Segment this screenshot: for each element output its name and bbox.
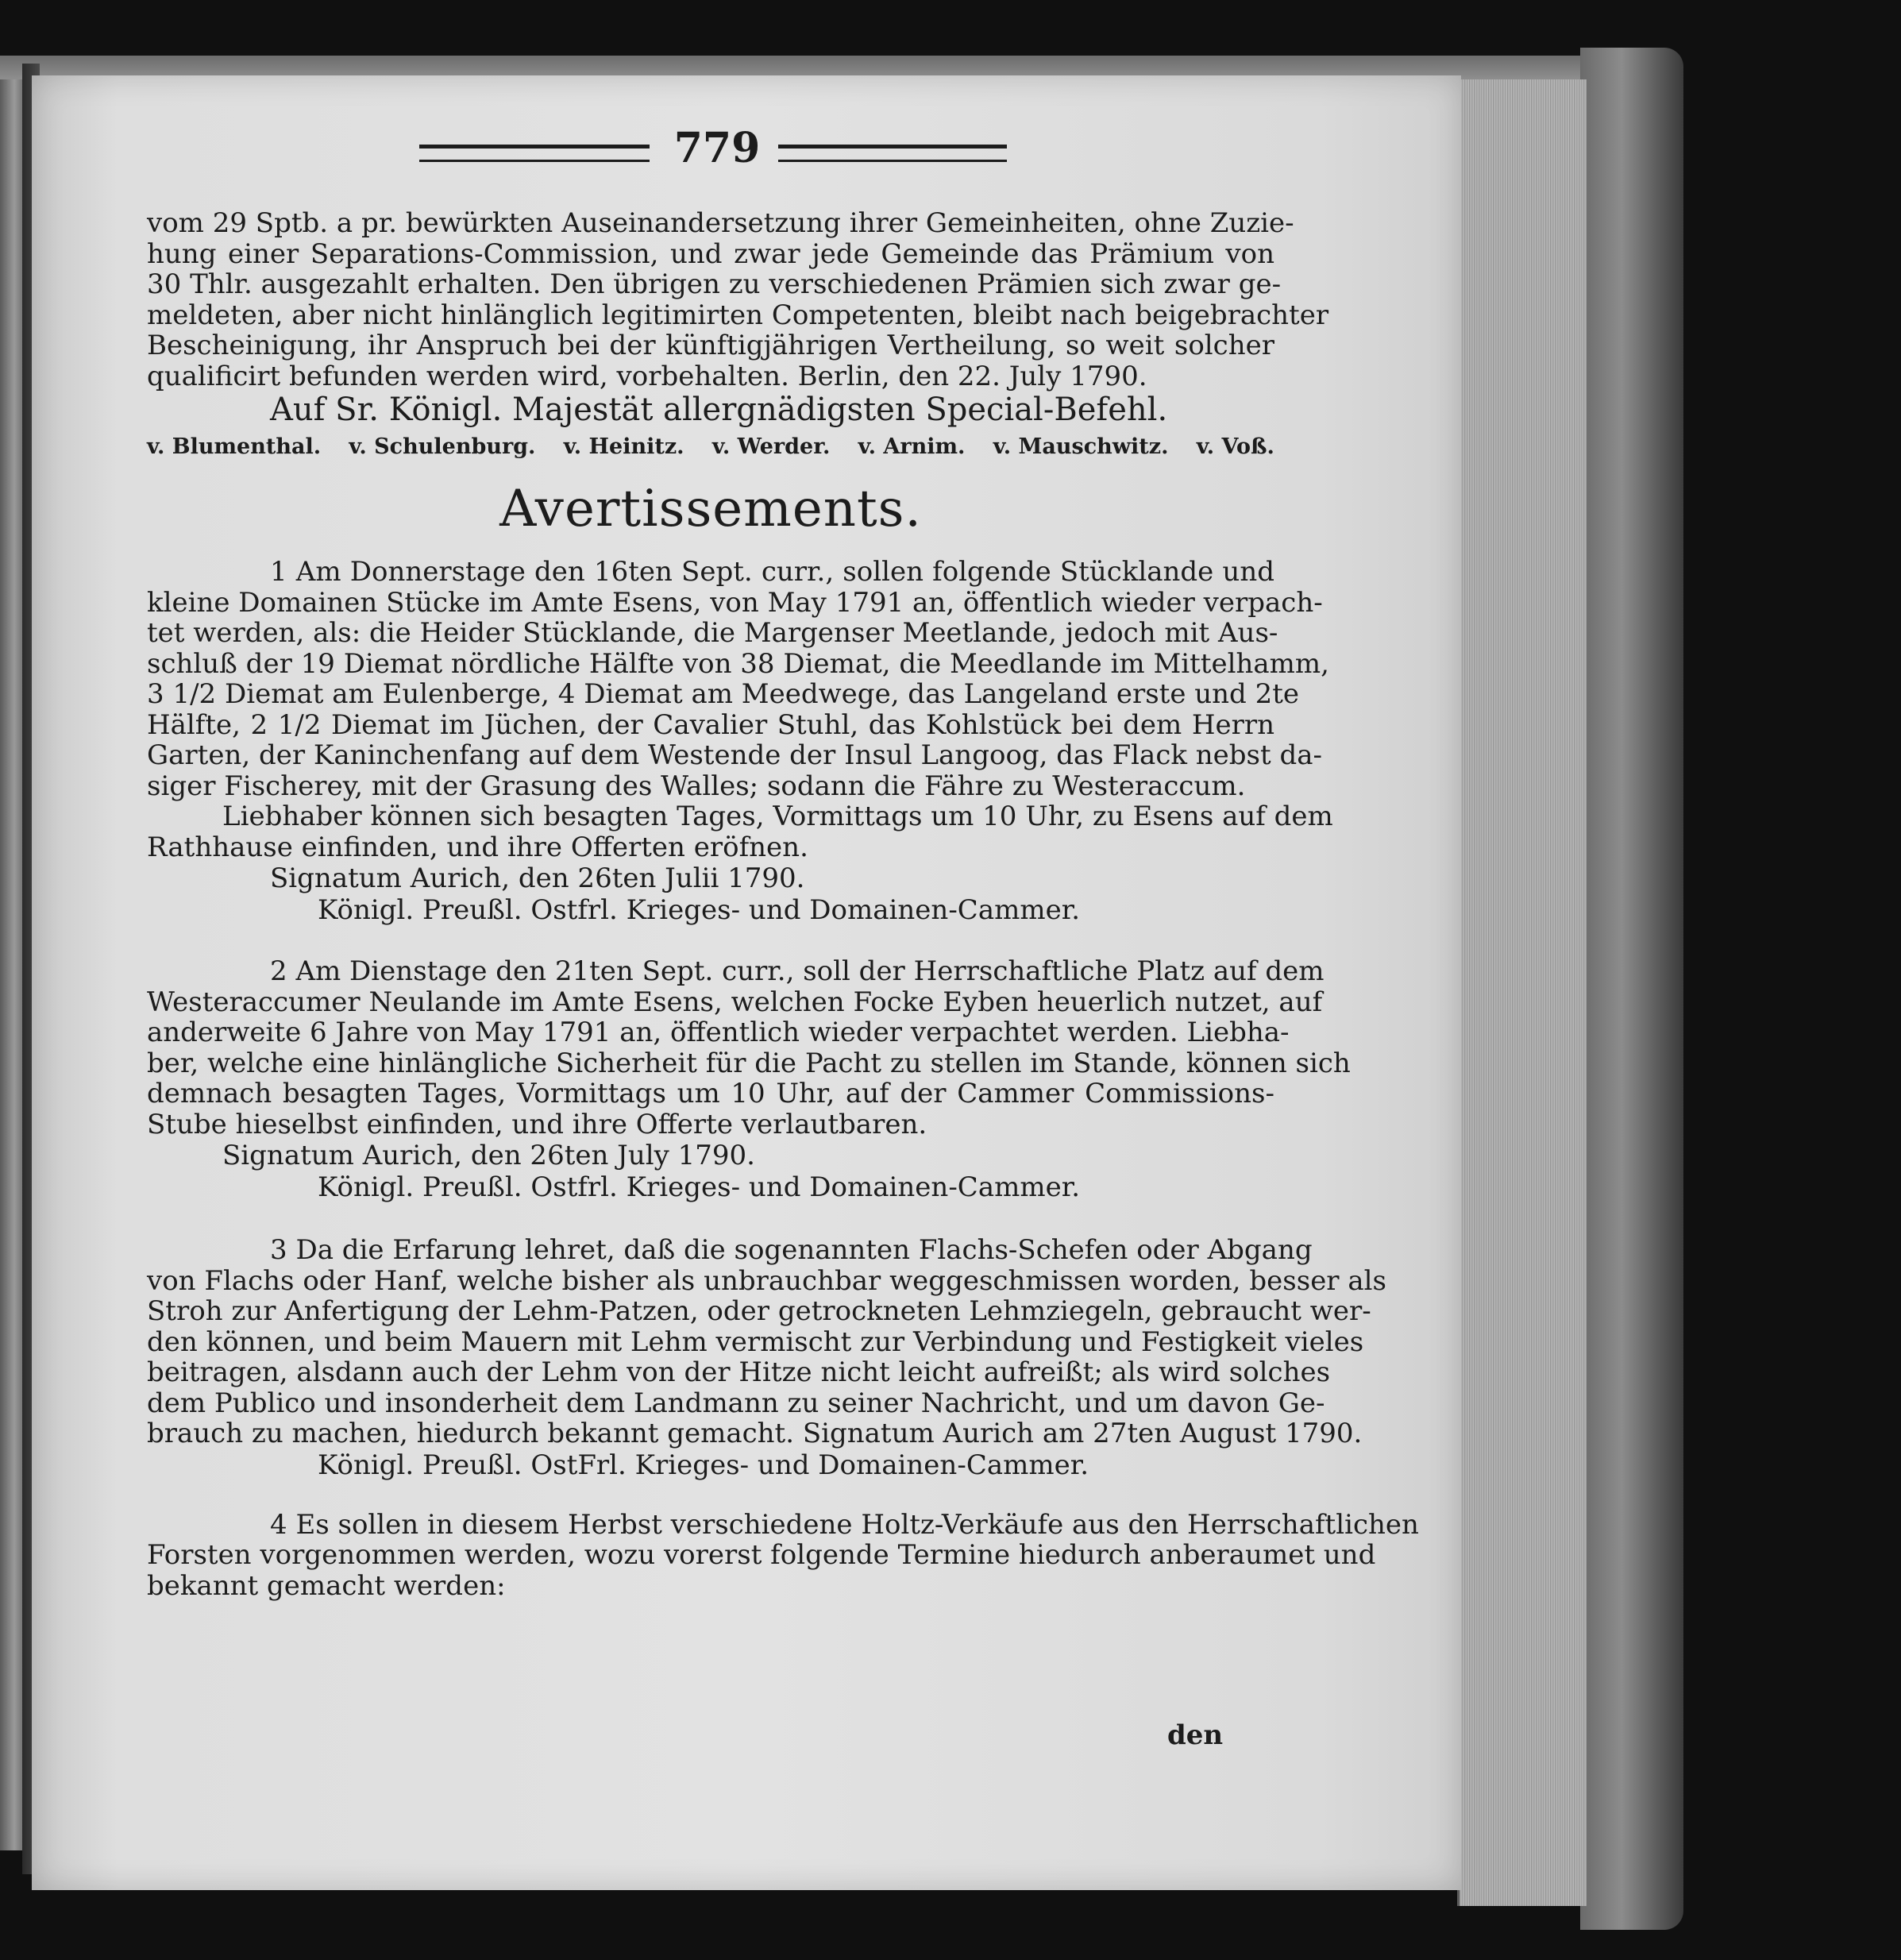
chamber-signature: Königl. Preußl. OstFrl. Krieges- und Domainen-Cammer. [318,1449,1089,1481]
header-rule-left [419,145,650,162]
text-line: meldeten, aber nicht hinlänglich legitimirten Competenten, bleibt nach beigebrachter [147,299,1329,331]
text-line: demnach besagten Tages, Vormittags um 10 Uhr, auf der Cammer Commissions- [147,1078,1274,1109]
text-line: bekannt gemacht werden: [147,1569,506,1602]
text-line: 3 1/2 Diemat am Eulenberge, 4 Diemat am Meedwege, das Langeland erste und 2te [147,678,1300,710]
signatory-name: v. Heinitz. [563,434,684,459]
spacer [147,926,1274,956]
text-line: beitragen, alsdann auch der Lehm von der Hitze nicht leicht aufreißt; als wird solches [147,1356,1331,1388]
signatory-list [147,431,1274,469]
section-title: Avertissements. [499,480,922,538]
chamber-signature: Königl. Preußl. Ostfrl. Krieges- und Domainen-Cammer. [318,1171,1081,1203]
text-line: hung einer Separations-Commission, und zwar jede Gemeinde das Prämium von [147,237,1274,270]
chamber-signature: Königl. Preußl. Ostfrl. Krieges- und Domainen-Cammer. [318,894,1081,926]
page-number: 779 [673,124,761,172]
signatory-name: v. Voß. [1196,434,1274,459]
signatory-name: v. Werder. [711,434,831,459]
page-block-edges [1457,79,1587,1906]
text-line: brauch zu machen, hiedurch bekannt gemacht. Signatum Aurich am 27ten August 1790. [147,1418,1363,1449]
text-line: Bescheinigung, ihr Anspruch bei der künftigjährigen Vertheilung, so weit solcher [147,330,1274,361]
royal-order-line: Auf Sr. Königl. Majestät allergnädigsten Special-Befehl. [270,392,1168,428]
text-line: kleine Domainen Stücke im Amte Esens, von May 1791 an, öffentlich wieder verpach- [147,586,1323,619]
text-line: Stube hieselbst einfinden, und ihre Offerte verlautbaren. [147,1108,927,1140]
text-line: Hälfte, 2 1/2 Diemat im Jüchen, der Cavalier Stuhl, das Kohlstück bei dem Herrn [147,708,1274,741]
signatum-line: Signatum Aurich, den 26ten Julii 1790. [270,862,805,894]
text-line: 1 Am Donnerstage den 16ten Sept. curr., sollen folgende Stücklande und [270,556,1274,588]
book-cover-edge [1580,48,1683,1930]
text-line: siger Fischerey, mit der Grasung des Walles; sodann die Fähre zu Westeraccum. [147,770,1246,802]
text-line: Forsten vorgenommen werden, wozu vorerst folgende Termine hiedurch anberaumet und [147,1539,1376,1571]
spacer [147,1203,1274,1235]
signatory-name: v. Arnim. [858,434,966,459]
opening-paragraph [147,207,1329,392]
notice-1 [147,556,1333,926]
text-line: tet werden, als: die Heider Stücklande, die Margenser Meetlande, jedoch mit Aus- [147,617,1278,649]
text-line: vom 29 Sptb. a pr. bewürkten Auseinandersetzung ihrer Gemeinheiten, ohne Zuzie- [147,207,1294,239]
text-line: schluß der 19 Diemat nördliche Hälfte von 38 Diemat, die Meedlande im Mittelhamm, [147,647,1329,680]
text-line: dem Publico und insonderheit dem Landmann zu seiner Nachricht, und um davon Ge- [147,1387,1325,1419]
notice-3 [147,1234,1386,1481]
text-line: qualificirt befunden werden wird, vorbehalten. Berlin, den 22. July 1790. [147,360,1147,392]
signatory-name: v. Schulenburg. [349,434,536,459]
facing-page-edge [0,79,24,1850]
signatory-name: v. Blumenthal. [147,434,322,459]
spacer [147,1481,1274,1510]
text-line: 2 Am Dienstage den 21ten Sept. curr., soll der Herrschaftliche Platz auf dem [270,955,1325,987]
text-line: den können, und beim Mauern mit Lehm vermischt zur Verbindung und Festigkeit vieles [147,1325,1364,1358]
page-header [419,124,1007,179]
text-line: Rathhause einfinden, und ihre Offerten eröfnen. [147,831,808,863]
page-body [147,207,1419,1602]
text-line: Garten, der Kaninchenfang auf dem Westende der Insul Langoog, das Flack nebst da- [147,739,1322,771]
notice-2 [147,955,1351,1203]
signatory-name: v. Mauschwitz. [993,434,1169,459]
text-line: Liebhaber können sich besagten Tages, Vormittags um 10 Uhr, zu Esens auf dem [222,801,1333,832]
notice-4 [147,1508,1419,1602]
text-line: 4 Es sollen in diesem Herbst verschiedene Holtz-Verkäufe aus den Herrschaftlichen [270,1508,1419,1541]
text-line: Westeraccumer Neulande im Amte Esens, welchen Focke Eyben heuerlich nutzet, auf [147,986,1323,1018]
text-line: ber, welche eine hinlängliche Sicherheit für die Pacht zu stellen im Stande, können sich [147,1047,1351,1079]
text-line: 30 Thlr. ausgezahlt erhalten. Den übrigen zu verschiedenen Prämien sich zwar ge- [147,268,1282,300]
header-rule-right [778,145,1007,162]
signatum-line: Signatum Aurich, den 26ten July 1790. [222,1140,755,1171]
text-line: von Flachs oder Hanf, welche bisher als unbrauchbar weggeschmissen worden, besser als [147,1264,1386,1297]
catchword: den [1167,1719,1224,1751]
text-line: anderweite 6 Jahre von May 1791 an, öffentlich wieder verpachtet werden. Liebha- [147,1017,1290,1048]
text-line: 3 Da die Erfarung lehret, daß die sogenannten Flachs-Schefen oder Abgang [270,1234,1313,1266]
text-line: Stroh zur Anfertigung der Lehm-Patzen, oder getrockneten Lehmziegeln, gebraucht wer- [147,1295,1371,1327]
